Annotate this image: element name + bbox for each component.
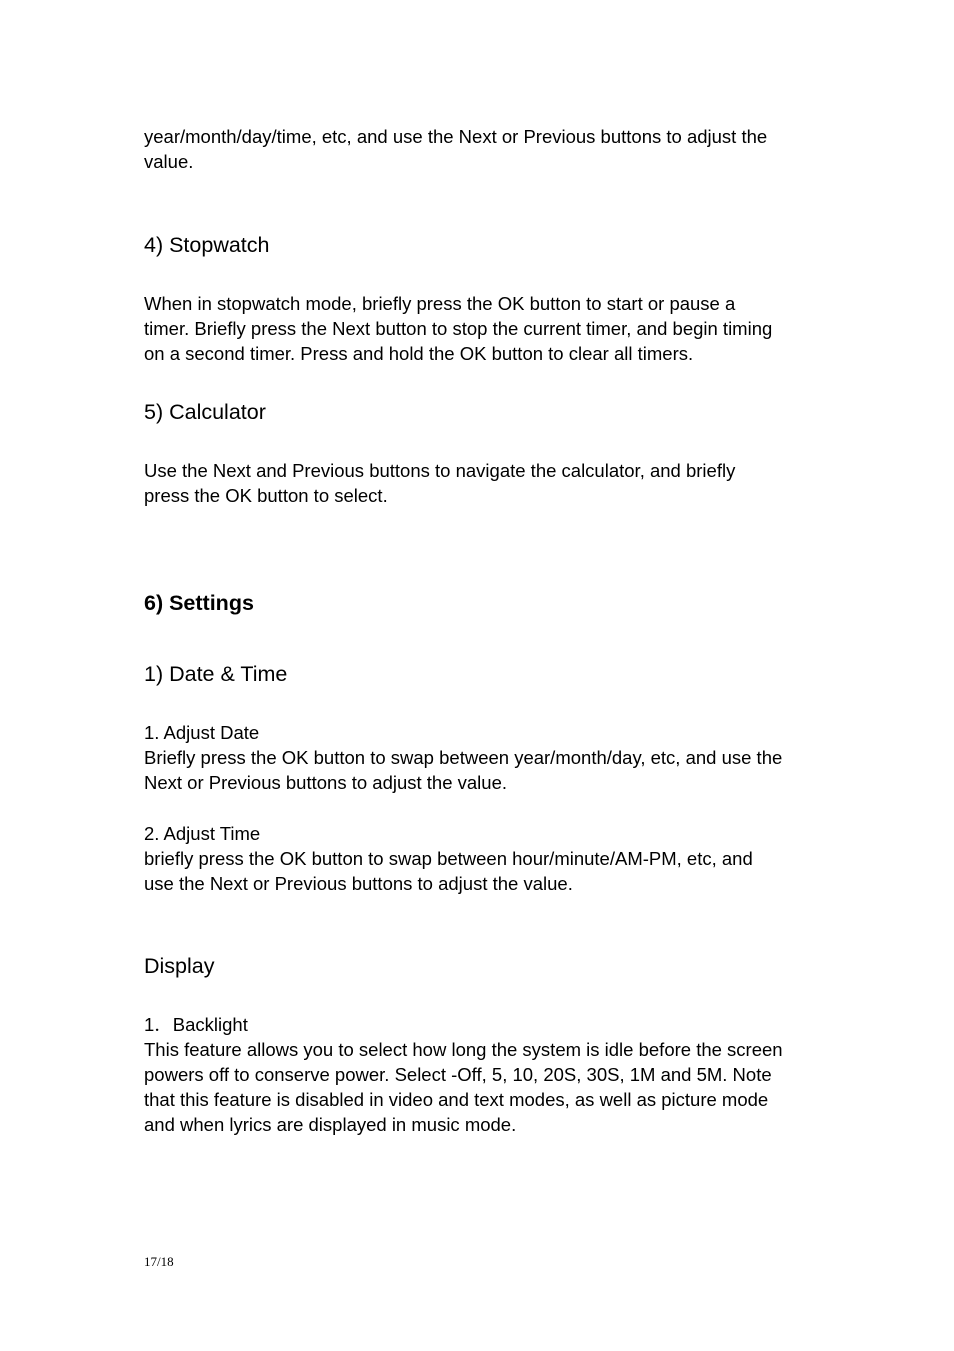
stopwatch-line: When in stopwatch mode, briefly press the OK button to start or pause a <box>144 293 736 314</box>
adjust-date-line: Next or Previous buttons to adjust the value. <box>144 772 508 793</box>
adjust-time-paragraph <box>144 821 824 896</box>
display-heading: Display <box>144 954 215 978</box>
intro-line: value. <box>144 151 194 172</box>
backlight-title: 1．Backlight <box>144 1014 248 1035</box>
calculator-line: press the OK button to select. <box>144 485 388 506</box>
calculator-line: Use the Next and Previous buttons to navigate the calculator, and briefly <box>144 460 736 481</box>
adjust-time-line: use the Next or Previous buttons to adjust the value. <box>144 873 573 894</box>
intro-line: year/month/day/time, etc, and use the Next or Previous buttons to adjust the <box>144 126 768 147</box>
calculator-heading: 5) Calculator <box>144 400 266 424</box>
stopwatch-line: timer. Briefly press the Next button to stop the current timer, and begin timing <box>144 318 773 339</box>
stopwatch-paragraph <box>144 291 824 366</box>
backlight-line: and when lyrics are displayed in music mode. <box>144 1114 517 1135</box>
calculator-paragraph <box>144 458 824 508</box>
backlight-line: that this feature is disabled in video and text modes, as well as picture mode <box>144 1089 769 1110</box>
backlight-line: powers off to conserve power. Select -Off, 5, 10, 20S, 30S, 1M and 5M. Note <box>144 1064 772 1085</box>
adjust-time-line: briefly press the OK button to swap between hour/minute/AM-PM, etc, and <box>144 848 753 869</box>
adjust-time-title: 2. Adjust Time <box>144 823 261 844</box>
stopwatch-line: on a second timer. Press and hold the OK button to clear all timers. <box>144 343 694 364</box>
backlight-paragraph <box>144 1012 824 1137</box>
stopwatch-heading: 4) Stopwatch <box>144 233 270 257</box>
date-time-heading: 1) Date & Time <box>144 662 288 686</box>
backlight-line: This feature allows you to select how long the system is idle before the screen <box>144 1039 783 1060</box>
adjust-date-paragraph <box>144 720 824 795</box>
adjust-date-line: Briefly press the OK button to swap between year/month/day, etc, and use the <box>144 747 783 768</box>
adjust-date-title: 1. Adjust Date <box>144 722 260 743</box>
intro-paragraph <box>144 124 824 174</box>
page-number: 17/18 <box>144 1254 174 1269</box>
settings-heading: 6) Settings <box>144 591 254 615</box>
